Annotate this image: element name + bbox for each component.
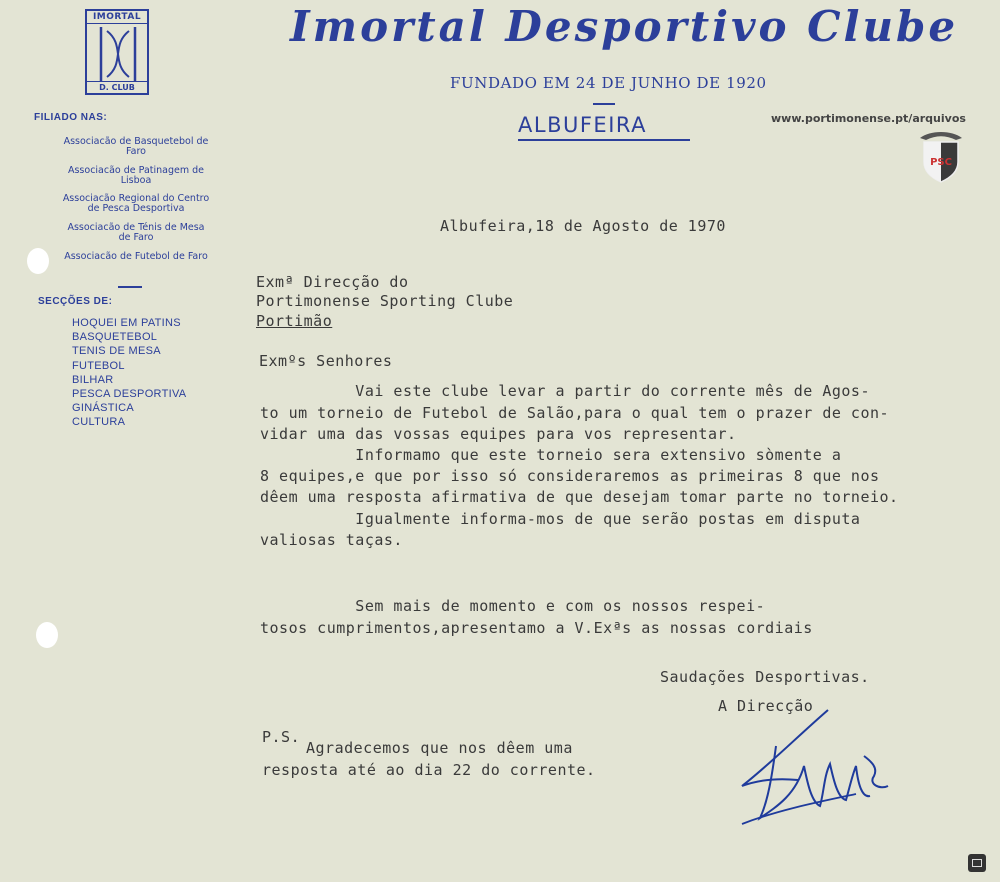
addressee-line: Exmª Direcção do [256, 273, 409, 291]
body-line: valiosas taças. [260, 531, 403, 549]
greeting: Saudações Desportivas. [660, 668, 870, 686]
punch-hole [27, 248, 49, 274]
closing-line: Sem mais de momento e com os nossos respei- [260, 597, 766, 615]
section-item: FUTEBOL [72, 359, 125, 372]
crest-text: PSC [930, 157, 952, 168]
body-line: to um torneio de Futebol de Salão,para o qual tem o prazer de con- [260, 404, 890, 422]
city-underline [518, 139, 690, 141]
body-line: Igualmente informa-mos de que serão postas em disputa [260, 510, 861, 528]
club-city: ALBUFEIRA [518, 113, 647, 137]
section-item: BILHAR [72, 373, 114, 386]
fullscreen-icon[interactable] [968, 854, 986, 872]
association-item: Associacão de Ténis de Mesa de Faro [67, 222, 205, 243]
founded-date: FUNDADO EM 24 DE JUNHO DE 1920 [450, 74, 767, 92]
association-item: Associacão de Futebol de Faro [64, 251, 208, 262]
sections-list [72, 316, 186, 430]
ps-label: P.S. [262, 728, 301, 746]
portimonense-crest-icon [916, 128, 966, 184]
section-item: TENIS DE MESA [72, 345, 161, 358]
signatory: A Direcção [718, 697, 814, 715]
club-logo [85, 9, 149, 95]
sidebar-divider [118, 286, 142, 288]
addressee-line: Portimonense Sporting Clube [256, 292, 514, 310]
association-item: Associacão de Patinagem de Lisboa [67, 165, 205, 186]
header-divider [593, 103, 615, 105]
filiado-title: FILIADO NAS: [34, 112, 108, 123]
closing-line: tosos cumprimentos,apresentamo a V.Exªs as nossas cordiais [260, 619, 813, 637]
association-item: Associacão de Basquetebol de Faro [63, 136, 209, 157]
section-item: GINÁSTICA [72, 402, 134, 415]
punch-hole [36, 622, 58, 648]
salutation: Exmºs Senhores [259, 352, 393, 370]
seccoes-title: SECÇÕES DE: [38, 296, 113, 307]
club-name-title: Imortal Desportivo Clube [290, 2, 959, 51]
ps-line: Agradecemos que nos dêem uma [306, 739, 573, 757]
body-line: Vai este clube levar a partir do corrente mês de Agos- [260, 382, 870, 400]
body-line: 8 equipes,e que por isso só consideraremos as primeiras 8 que nos [260, 467, 880, 485]
body-line: dêem uma resposta afirmativa de que desejam tomar parte no torneio. [260, 488, 899, 506]
ps-line: resposta até ao dia 22 do corrente. [262, 761, 596, 779]
section-item: BASQUETEBOL [72, 331, 158, 344]
logo-top-text: IMORTAL [87, 11, 147, 24]
date-line: Albufeira,18 de Agosto de 1970 [440, 217, 726, 235]
body-line: Informamo que este torneio sera extensivo sòmente a [260, 446, 842, 464]
logo-bottom-text: D. CLUB [87, 81, 147, 93]
body-line: vidar uma das vossas equipes para vos representar. [260, 425, 737, 443]
addressee-city: Portimão [256, 312, 333, 330]
logo-emblem-icon [95, 25, 141, 83]
section-item: CULTURA [72, 416, 126, 429]
association-item: Associacão Regional do Centro de Pesca Desportiva [62, 193, 210, 214]
watermark-url: www.portimonense.pt/arquivos [771, 112, 966, 125]
section-item: HOQUEI EM PATINS [72, 317, 181, 329]
section-item: PESCA DESPORTIVA [72, 388, 187, 401]
handwritten-signature [738, 706, 898, 826]
